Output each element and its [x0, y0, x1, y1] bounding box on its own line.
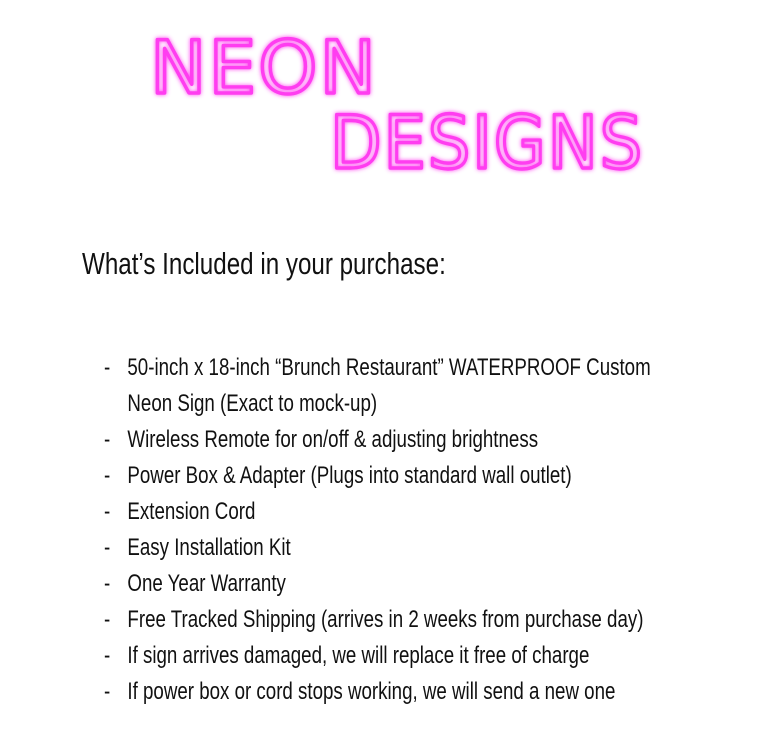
list-item — [104, 494, 728, 530]
list-item-text: 50-inch x 18-inch “Brunch Restaurant” WATERPROOF Custom Neon Sign (Exact to mock-up) — [127, 354, 651, 417]
list-item-text: Easy Installation Kit — [127, 534, 291, 561]
logo-word-neon: NEON — [150, 26, 378, 111]
bullet-dash: - — [104, 498, 111, 525]
bullet-dash: - — [104, 534, 111, 561]
bullet-dash: - — [104, 606, 111, 633]
included-heading: What’s Included in your purchase: — [82, 246, 446, 281]
list-item — [104, 350, 728, 422]
list-item — [104, 422, 728, 458]
list-item — [104, 638, 728, 674]
list-item — [104, 530, 728, 566]
included-items-list — [104, 350, 728, 710]
bullet-dash: - — [104, 642, 111, 669]
bullet-dash: - — [104, 426, 111, 453]
list-item-text: One Year Warranty — [127, 570, 286, 597]
bullet-dash: - — [104, 678, 111, 705]
bullet-dash: - — [104, 570, 111, 597]
list-item-text: Wireless Remote for on/off & adjusting brightness — [127, 426, 539, 453]
list-item — [104, 674, 728, 710]
list-item-text: If sign arrives damaged, we will replace it free of charge — [127, 642, 590, 669]
list-item — [104, 458, 728, 494]
list-item-text: Power Box & Adapter (Plugs into standard wall outlet) — [127, 462, 572, 489]
list-item-text: Extension Cord — [127, 498, 256, 525]
list-item-text: Free Tracked Shipping (arrives in 2 weeks from purchase day) — [127, 606, 644, 633]
logo-word-designs: DESIGNS — [330, 101, 644, 186]
list-item — [104, 602, 728, 638]
list-item — [104, 566, 728, 602]
bullet-dash: - — [104, 462, 111, 489]
bullet-dash: - — [104, 354, 111, 381]
list-item-text: If power box or cord stops working, we will send a new one — [127, 678, 616, 705]
neon-designs-logo — [0, 0, 760, 200]
